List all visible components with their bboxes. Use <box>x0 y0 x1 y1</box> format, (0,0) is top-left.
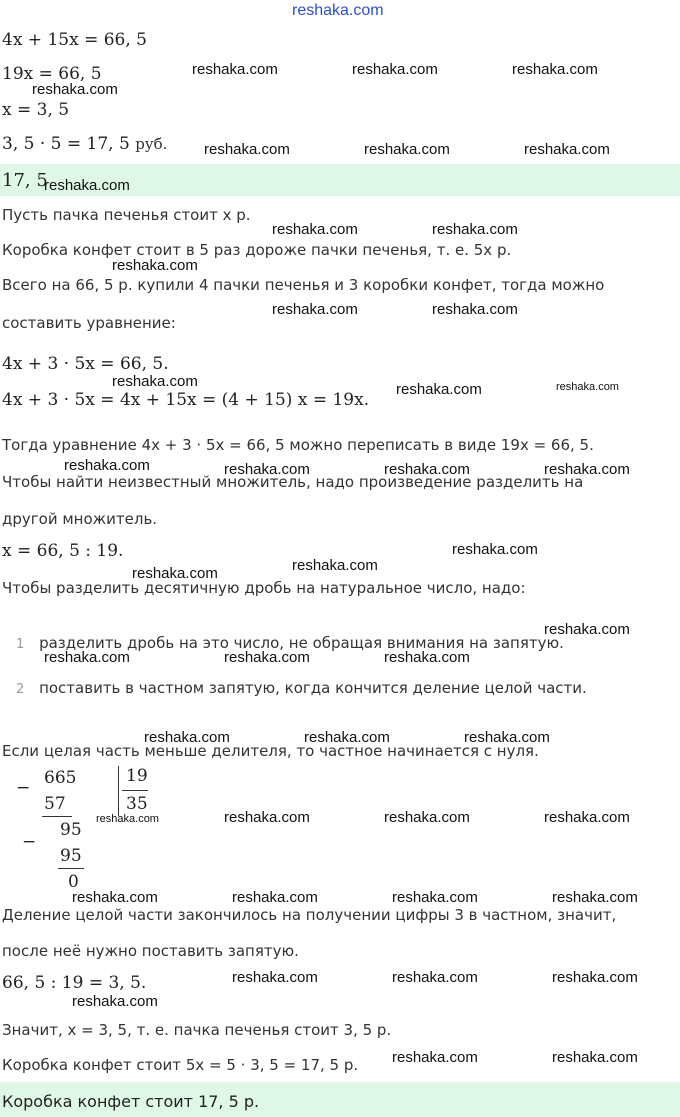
paragraph-5a: Чтобы найти неизвестный множитель, надо произведение разделить на <box>2 473 584 491</box>
watermark: reshaka.com <box>112 373 198 390</box>
paragraph-1: Пусть пачка печенья стоит x р. <box>2 206 251 224</box>
watermark: reshaka.com <box>292 557 378 574</box>
watermark: reshaka.com <box>544 621 630 638</box>
paragraph-8b: после неё нужно поставить запятую. <box>2 942 299 960</box>
watermark: reshaka.com <box>224 649 310 666</box>
watermark: reshaka.com <box>556 381 619 393</box>
paragraph-8a: Деление целой части закончилось на получении цифры 3 в частном, значит, <box>2 906 617 924</box>
division-minus-2: − <box>22 832 37 852</box>
division-subtrahend-1: 57 <box>44 794 66 814</box>
math-line-1: 4x + 3 · 5x = 66, 5. <box>2 354 169 374</box>
watermark: reshaka.com <box>96 813 159 825</box>
division-dividend: 665 <box>44 768 77 788</box>
paragraph-7: Если целая часть меньше делителя, то частное начинается с нуля. <box>2 742 539 760</box>
watermark: reshaka.com <box>272 221 358 238</box>
equation-4-unit: руб. <box>135 135 168 153</box>
math-line-3: x = 66, 5 : 19. <box>2 541 124 561</box>
list-item-number: 1 <box>16 637 25 652</box>
division-quotient: 35 <box>126 794 148 814</box>
watermark: reshaka.com <box>272 301 358 318</box>
equation-1: 4x + 15x = 66, 5 <box>2 30 147 50</box>
watermark: reshaka.com <box>192 61 278 78</box>
division-remainder-1: 95 <box>60 820 82 840</box>
watermark: reshaka.com <box>352 61 438 78</box>
watermark: reshaka.com <box>112 257 198 274</box>
watermark: reshaka.com <box>552 969 638 986</box>
watermark: reshaka.com <box>512 61 598 78</box>
watermark: reshaka.com <box>32 81 118 98</box>
watermark: reshaka.com <box>224 461 310 478</box>
watermark: reshaka.com <box>396 381 482 398</box>
watermark: reshaka.com <box>364 141 450 158</box>
watermark: reshaka.com <box>552 889 638 906</box>
answer-1: 17, 5 <box>2 170 48 191</box>
division-subtrahend-2: 95 <box>60 846 82 866</box>
division-divisor: 19 <box>126 766 148 786</box>
watermark: reshaka.com <box>392 1049 478 1066</box>
list-item-text: поставить в частном запятую, когда кончится деление целой части. <box>39 679 587 697</box>
watermark: reshaka.com <box>44 649 130 666</box>
watermark: reshaka.com <box>544 461 630 478</box>
watermark: reshaka.com <box>524 141 610 158</box>
division-divisor-line <box>122 790 148 791</box>
equation-3: x = 3, 5 <box>2 100 70 120</box>
watermark: reshaka.com <box>224 809 310 826</box>
watermark: reshaka.com <box>64 457 150 474</box>
division-underline-1 <box>42 816 72 817</box>
watermark: reshaka.com <box>432 301 518 318</box>
paragraph-3a: Всего на 66, 5 р. купили 4 пачки печенья и 3 коробки конфет, тогда можно <box>2 276 605 294</box>
equation-2: 19x = 66, 5 <box>2 64 102 84</box>
watermark: reshaka.com <box>452 541 538 558</box>
paragraph-6: Чтобы разделить десятичную дробь на натуральное число, надо: <box>2 579 526 597</box>
paragraph-10: Коробка конфет стоит 5x = 5 · 3, 5 = 17, 5 р. <box>2 1056 359 1074</box>
division-underline-2 <box>58 868 84 869</box>
paragraph-9: Значит, x = 3, 5, т. е. пачка печенья стоит 3, 5 р. <box>2 1021 392 1039</box>
math-line-4: 66, 5 : 19 = 3, 5. <box>2 973 147 993</box>
watermark: reshaka.com <box>464 729 550 746</box>
header-watermark[interactable]: reshaka.com <box>292 2 384 19</box>
watermark: reshaka.com <box>544 809 630 826</box>
watermark: reshaka.com <box>132 565 218 582</box>
division-vertical-bar <box>118 766 119 816</box>
watermark: reshaka.com <box>384 649 470 666</box>
paragraph-5b: другой множитель. <box>2 510 158 528</box>
watermark: reshaka.com <box>384 461 470 478</box>
paragraph-2: Коробка конфет стоит в 5 раз дороже пачки печенья, т. е. 5x р. <box>2 241 512 259</box>
watermark: reshaka.com <box>384 809 470 826</box>
list-item <box>16 679 587 697</box>
list-item-text: разделить дробь на это число, не обращая внимания на запятую. <box>39 634 564 652</box>
division-minus-1: − <box>16 778 31 798</box>
watermark: reshaka.com <box>204 141 290 158</box>
watermark: reshaka.com <box>72 889 158 906</box>
watermark: reshaka.com <box>432 221 518 238</box>
watermark: reshaka.com <box>144 729 230 746</box>
equation-4-expr: 3, 5 · 5 = 17, 5 <box>2 134 130 154</box>
watermark: reshaka.com <box>232 969 318 986</box>
math-line-2: 4x + 3 · 5x = 4x + 15x = (4 + 15) x = 19x. <box>2 390 370 410</box>
watermark: reshaka.com <box>304 729 390 746</box>
paragraph-4: Тогда уравнение 4x + 3 · 5x = 66, 5 можно переписать в виде 19x = 66, 5. <box>2 436 594 454</box>
watermark: reshaka.com <box>552 1049 638 1066</box>
equation-4 <box>2 134 167 154</box>
list-item-number: 2 <box>16 682 25 697</box>
division-remainder-final: 0 <box>68 872 79 892</box>
watermark: reshaka.com <box>72 993 158 1010</box>
watermark: reshaka.com <box>392 889 478 906</box>
watermark: reshaka.com <box>232 889 318 906</box>
watermark: reshaka.com <box>392 969 478 986</box>
answer-2: Коробка конфет стоит 17, 5 р. <box>2 1092 260 1111</box>
paragraph-3b: составить уравнение: <box>2 314 176 332</box>
watermark: reshaka.com <box>44 177 130 194</box>
